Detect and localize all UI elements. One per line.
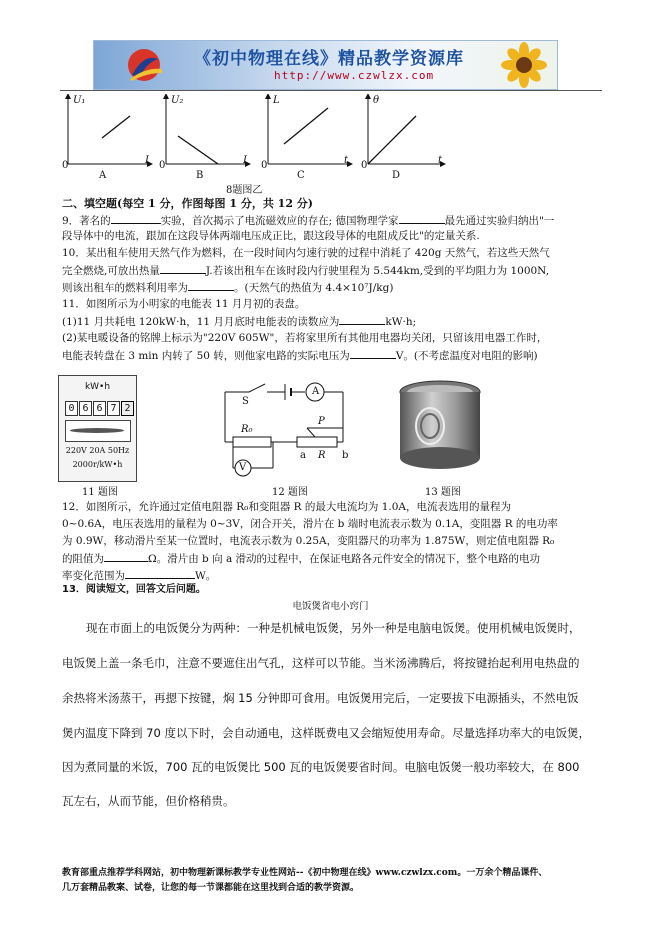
question-11-line-2: (1)11 月共耗电 120kW·h，11 月月底时电能表的读数应为 kW·h; [62, 316, 417, 328]
graph-option-b: B [196, 170, 204, 181]
meter-unit: kW•h [84, 382, 111, 392]
slider-label: P [318, 416, 325, 427]
end-b-label: b [342, 450, 349, 461]
graph-d-y-label: θ [373, 95, 380, 106]
graph-origin-label: 0 [159, 160, 166, 171]
rice-cooker-photo [395, 378, 485, 473]
graph-d-x-label: t [438, 155, 443, 166]
meter-reading [65, 396, 135, 416]
graph-a [68, 96, 150, 164]
graph-a-y-label: U₁ [73, 95, 86, 106]
meter-spec: 220V 20A 50Hz [65, 446, 130, 455]
question-12-line-5: 率变化范围为 W。 [62, 570, 217, 582]
meter-digit: 6 [93, 401, 106, 416]
circuit-diagram [215, 380, 365, 480]
end-a-label: a [300, 450, 306, 461]
question-10-line-3: 则该出租车的燃料利用率为 。(天然气的热值为 4.4×10⁷J/kg) [62, 282, 394, 294]
meter-dial-window [65, 420, 131, 442]
figure-13-caption: 13 题图 [425, 487, 461, 498]
sunflower-icon [492, 41, 556, 89]
graph-b-x-label: I [243, 155, 247, 166]
graph-d [368, 96, 443, 164]
meter-rate: 2000r/kW•h [72, 460, 123, 469]
voltmeter-label: V [239, 462, 247, 473]
answer-blank[interactable] [350, 348, 396, 359]
site-logo [122, 45, 166, 85]
answer-blank[interactable] [104, 551, 148, 562]
figure-12-caption: 12 题图 [272, 487, 308, 498]
question-10-line-1: 10．某出租车使用天然气作为燃料，在一段时间内匀速行驶的过程中消耗了 420g 天然气，若这些天然气 [62, 247, 550, 259]
graph-c [268, 96, 350, 164]
meter-digit: 7 [107, 401, 120, 416]
answer-blank[interactable] [160, 263, 206, 274]
graphs-figure [58, 94, 448, 192]
switch-label: S [242, 396, 249, 407]
footer-line-1: 教育部重点推荐学科网站，初中物理新课标教学专业性网站--《初中物理在线》www.czwlzx.com。一万余个精品课件、 [62, 868, 548, 878]
answer-blank[interactable] [339, 314, 385, 325]
meter-digit: 2 [121, 401, 134, 416]
question-12-line-3: 为 0.9W，移动滑片至某一位置时，电流表示数为 0.25A，变阻器尺的功率为 1.875W，则定值电阻器 R₀ [62, 535, 555, 547]
graph-origin-label: 0 [261, 160, 268, 171]
graph-c-y-label: L [273, 95, 280, 106]
meter-disc [70, 428, 124, 433]
article-title: 电饭煲省电小窍门 [292, 601, 369, 612]
header-banner [93, 40, 558, 90]
graph-b-y-label: U₂ [171, 95, 184, 106]
graph-c-x-label: t [344, 155, 349, 166]
question-9-line-1: 9．著名的 实验，首次揭示了电流磁效应的存在; 德国物理学家 最先通过实验归纳出"一 [62, 215, 555, 227]
rheostat-label: R [318, 450, 326, 461]
answer-blank[interactable] [125, 568, 195, 579]
footer-line-2: 几万套精品教案、试卷，让您的每一节课都能在这里找到合适的教学资源。 [62, 883, 360, 893]
question-9-line-2: 段导体中的电流，跟加在这段导体两端电压成正比，跟这段导体的电阻成反比"的定量关系. [62, 230, 480, 242]
meter-digit: 6 [79, 401, 92, 416]
answer-blank[interactable] [399, 213, 445, 224]
answer-blank[interactable] [111, 213, 161, 224]
ammeter-label: A [312, 386, 320, 397]
section-heading: 二、填空题(每空 1 分，作图每图 1 分，共 12 分) [62, 197, 314, 210]
graph-b [166, 96, 248, 164]
article-paragraph-line: 电饭煲上盖一条毛巾，注意不要遮住出气孔，这样可以节能。当米汤沸腾后，将按键抬起利用电热盘的 [62, 656, 580, 670]
answer-blank[interactable] [188, 280, 234, 291]
article-paragraph-line: 因为煮同量的米饭，700 瓦的电饭煲比 500 瓦的电饭煲要省时间。电脑电饭煲一般功率较大，在 800 [62, 760, 580, 774]
figure-11-caption: 11 题图 [82, 487, 118, 498]
graph-option-d: D [392, 170, 401, 181]
graph-option-c: C [297, 170, 305, 181]
article-paragraph-line: 余热将米汤蒸干，再摁下按键，焖 15 分钟即可食用。电饭煲用完后，一定要拔下电源插头，不然电饭 [62, 691, 579, 705]
graph-origin-label: 0 [62, 160, 69, 171]
meter-digit: 0 [65, 401, 78, 416]
graph-option-a: A [99, 170, 107, 181]
banner-url: http://www.czwlzx.com [274, 69, 435, 82]
question-11-line-1: 11．如图所示为小明家的电能表 11 月月初的表盘。 [62, 298, 306, 310]
question-10-line-2: 完全燃烧,可放出热量 J.若该出租车在该时段内行驶里程为 5.544km,受到的平均阻力为 1000N, [62, 265, 550, 277]
question-12-line-4: 的阻值为 Ω。滑片由 b 向 a 滑动的过程中，在保证电路各元件安全的情况下，整个电路的电功 [62, 553, 541, 565]
electricity-meter-figure [58, 375, 137, 482]
banner-title: 《初中物理在线》精品教学资源库 [194, 49, 464, 69]
question-11-line-3: (2)某电暖设备的铭牌上标示为"220V 605W"，若将家里所有其他用电器均关闭，只留该用电器工作时， [62, 332, 548, 344]
header-divider [60, 90, 602, 91]
question-13-intro: 13．阅读短文，回答文后问题。 [62, 584, 206, 595]
article-paragraph-line: 煲内温度下降到 70 度以下时，会自动通电，这样既费电又会缩短使用寿命。尽量选择功率大的电饭煲， [62, 726, 590, 740]
article-paragraph-line: 现在市面上的电饭煲分为两种：一种是机械电饭煲，另外一种是电脑电饭煲。使用机械电饭煲时， [86, 621, 581, 635]
question-12-line-1: 12．如图所示，允许通过定值电阻器 R₀和变阻器 R 的最大电流均为 1.0A，电流表选用的量程为 [62, 501, 512, 513]
graph-a-x-label: I [145, 155, 149, 166]
question-12-line-2: 0~0.6A，电压表选用的量程为 0~3V，闭合开关，滑片在 b 端时电流表示数为 0.1A，变阻器 R 的电功率 [62, 518, 558, 530]
question-11-line-4: 电能表转盘在 3 min 内转了 50 转，则他家电路的实际电压为 V。(不考虑温度对电阻的影响) [62, 350, 538, 362]
graph-origin-label: 0 [361, 160, 368, 171]
graphs-caption: 8题图乙 [226, 185, 263, 196]
resistor0-label: R₀ [241, 424, 253, 435]
article-paragraph-line: 瓦左右，从而节能，但价格稍贵。 [62, 794, 235, 808]
